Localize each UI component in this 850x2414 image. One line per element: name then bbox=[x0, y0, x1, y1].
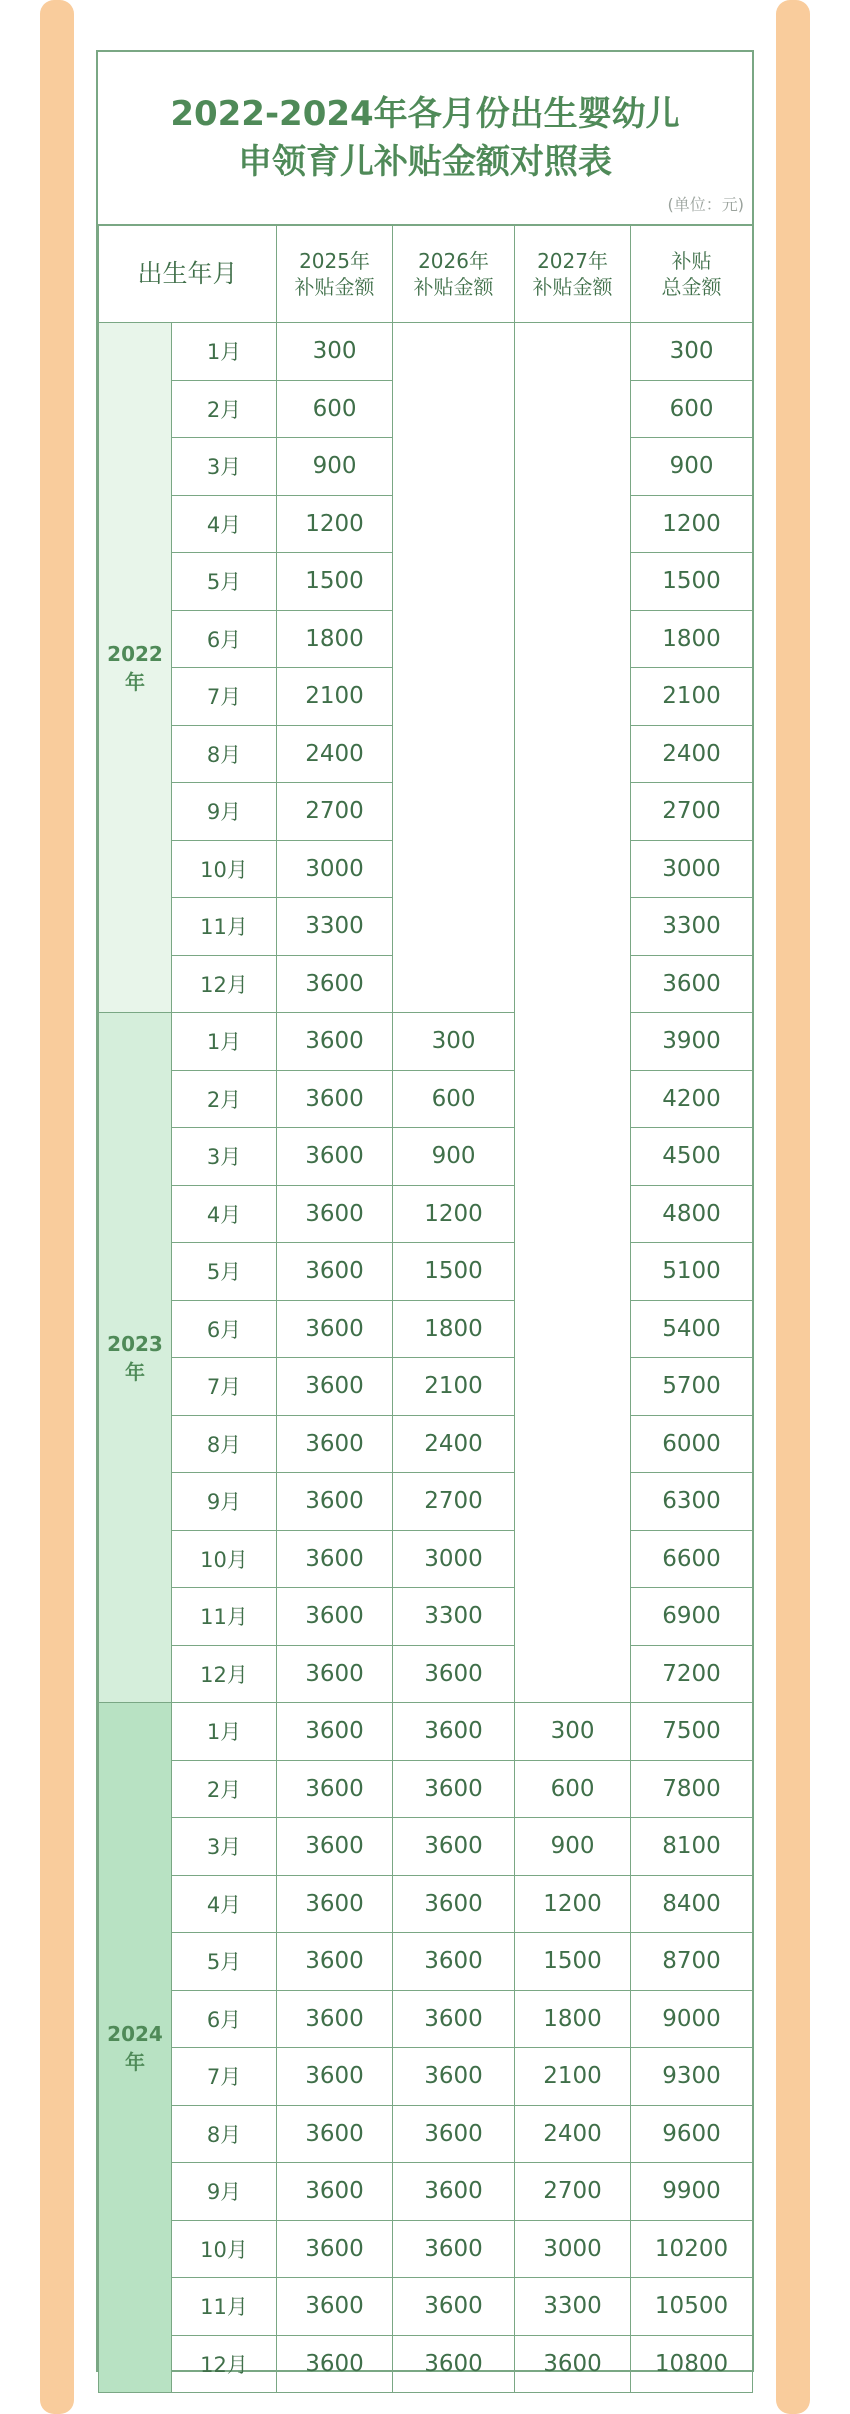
empty-cell bbox=[515, 1300, 631, 1358]
total-cell: 10200 bbox=[631, 2220, 753, 2278]
amount-y2025-cell: 3600 bbox=[277, 1243, 393, 1301]
total-cell: 3000 bbox=[631, 840, 753, 898]
empty-cell bbox=[515, 783, 631, 841]
month-cell: 6月 bbox=[172, 1990, 277, 2048]
table-row bbox=[99, 2048, 753, 2106]
amount-y2026-cell: 3600 bbox=[393, 2220, 515, 2278]
month-cell: 3月 bbox=[172, 1128, 277, 1186]
total-cell: 4800 bbox=[631, 1185, 753, 1243]
header-2027-label: 补贴金额 bbox=[532, 274, 613, 299]
amount-y2027-cell: 600 bbox=[515, 1760, 631, 1818]
amount-y2026-cell: 2100 bbox=[393, 1358, 515, 1416]
table-row bbox=[99, 1358, 753, 1416]
month-cell: 10月 bbox=[172, 2220, 277, 2278]
total-cell: 6900 bbox=[631, 1588, 753, 1646]
month-cell: 12月 bbox=[172, 2335, 277, 2393]
table-row bbox=[99, 1185, 753, 1243]
amount-y2026-cell: 3600 bbox=[393, 1645, 515, 1703]
table-row bbox=[99, 1818, 753, 1876]
total-cell: 6000 bbox=[631, 1415, 753, 1473]
amount-y2027-cell: 2400 bbox=[515, 2105, 631, 2163]
amount-y2026-cell: 3600 bbox=[393, 2163, 515, 2221]
amount-y2026-cell: 2700 bbox=[393, 1473, 515, 1531]
month-cell: 10月 bbox=[172, 840, 277, 898]
table-row bbox=[99, 1243, 753, 1301]
empty-cell bbox=[515, 495, 631, 553]
month-cell: 9月 bbox=[172, 783, 277, 841]
month-cell: 1月 bbox=[172, 1703, 277, 1761]
amount-y2027-cell: 2100 bbox=[515, 2048, 631, 2106]
total-cell: 1200 bbox=[631, 495, 753, 553]
amount-y2025-cell: 3600 bbox=[277, 1415, 393, 1473]
table-row bbox=[99, 1760, 753, 1818]
month-cell: 6月 bbox=[172, 1300, 277, 1358]
amount-y2025-cell: 900 bbox=[277, 438, 393, 496]
empty-cell bbox=[393, 668, 515, 726]
table-row bbox=[99, 1530, 753, 1588]
year-suffix: 年 bbox=[125, 1359, 145, 1384]
month-cell: 11月 bbox=[172, 1588, 277, 1646]
empty-cell bbox=[393, 553, 515, 611]
right-side-bar bbox=[776, 0, 810, 2414]
page-title bbox=[98, 90, 752, 186]
title-line-1: 2022-2024年各月份出生婴幼儿 bbox=[170, 94, 680, 134]
month-cell: 4月 bbox=[172, 1185, 277, 1243]
amount-y2026-cell: 1200 bbox=[393, 1185, 515, 1243]
month-cell: 11月 bbox=[172, 2278, 277, 2336]
total-cell: 3600 bbox=[631, 955, 753, 1013]
table-row bbox=[99, 1645, 753, 1703]
total-cell: 2100 bbox=[631, 668, 753, 726]
empty-cell bbox=[515, 1243, 631, 1301]
amount-y2026-cell: 3600 bbox=[393, 2105, 515, 2163]
amount-y2025-cell: 1200 bbox=[277, 495, 393, 553]
amount-y2025-cell: 3000 bbox=[277, 840, 393, 898]
amount-y2025-cell: 2400 bbox=[277, 725, 393, 783]
amount-y2027-cell: 1200 bbox=[515, 1875, 631, 1933]
table-row bbox=[99, 955, 753, 1013]
empty-cell bbox=[515, 610, 631, 668]
empty-cell bbox=[515, 725, 631, 783]
amount-y2027-cell: 300 bbox=[515, 1703, 631, 1761]
total-cell: 9000 bbox=[631, 1990, 753, 2048]
table-row bbox=[99, 1415, 753, 1473]
amount-y2025-cell: 3600 bbox=[277, 1588, 393, 1646]
amount-y2025-cell: 2100 bbox=[277, 668, 393, 726]
year-label: 2022 bbox=[107, 641, 163, 666]
amount-y2026-cell: 900 bbox=[393, 1128, 515, 1186]
amount-y2025-cell: 3600 bbox=[277, 2105, 393, 2163]
empty-cell bbox=[515, 1530, 631, 1588]
total-cell: 3300 bbox=[631, 898, 753, 956]
month-cell: 7月 bbox=[172, 2048, 277, 2106]
total-cell: 8400 bbox=[631, 1875, 753, 1933]
empty-cell bbox=[515, 553, 631, 611]
table-row bbox=[99, 1473, 753, 1531]
header-total bbox=[631, 225, 753, 323]
amount-y2025-cell: 3600 bbox=[277, 1933, 393, 1991]
total-cell: 8100 bbox=[631, 1818, 753, 1876]
table-row bbox=[99, 553, 753, 611]
table-row bbox=[99, 323, 753, 381]
month-cell: 6月 bbox=[172, 610, 277, 668]
total-cell: 4200 bbox=[631, 1070, 753, 1128]
left-side-bar bbox=[40, 0, 74, 2414]
table-row bbox=[99, 610, 753, 668]
total-cell: 600 bbox=[631, 380, 753, 438]
empty-cell bbox=[515, 1013, 631, 1071]
amount-y2027-cell: 900 bbox=[515, 1818, 631, 1876]
table-row bbox=[99, 495, 753, 553]
amount-y2025-cell: 3600 bbox=[277, 2163, 393, 2221]
table-row bbox=[99, 1703, 753, 1761]
empty-cell bbox=[515, 1070, 631, 1128]
amount-y2025-cell: 3600 bbox=[277, 1070, 393, 1128]
total-cell: 9900 bbox=[631, 2163, 753, 2221]
amount-y2025-cell: 3600 bbox=[277, 1185, 393, 1243]
table-row bbox=[99, 898, 753, 956]
amount-y2026-cell: 3000 bbox=[393, 1530, 515, 1588]
empty-cell bbox=[515, 1415, 631, 1473]
empty-cell bbox=[393, 783, 515, 841]
amount-y2025-cell: 3600 bbox=[277, 1760, 393, 1818]
table-row bbox=[99, 1990, 753, 2048]
table-row bbox=[99, 438, 753, 496]
amount-y2026-cell: 2400 bbox=[393, 1415, 515, 1473]
header-2027 bbox=[515, 225, 631, 323]
table-row bbox=[99, 1128, 753, 1186]
month-cell: 5月 bbox=[172, 1933, 277, 1991]
amount-y2025-cell: 1500 bbox=[277, 553, 393, 611]
table-row bbox=[99, 2278, 753, 2336]
table-row bbox=[99, 668, 753, 726]
month-cell: 5月 bbox=[172, 1243, 277, 1301]
total-cell: 7500 bbox=[631, 1703, 753, 1761]
month-cell: 9月 bbox=[172, 1473, 277, 1531]
year-label: 2024 bbox=[107, 2021, 163, 2046]
month-cell: 11月 bbox=[172, 898, 277, 956]
amount-y2026-cell: 3600 bbox=[393, 1818, 515, 1876]
empty-cell bbox=[393, 840, 515, 898]
empty-cell bbox=[515, 1358, 631, 1416]
total-cell: 3900 bbox=[631, 1013, 753, 1071]
header-2026-year: 2026年 bbox=[418, 248, 489, 273]
amount-y2025-cell: 600 bbox=[277, 380, 393, 438]
year-2024-cell bbox=[99, 1703, 172, 2393]
empty-cell bbox=[515, 438, 631, 496]
total-cell: 900 bbox=[631, 438, 753, 496]
empty-cell bbox=[393, 380, 515, 438]
amount-y2025-cell: 3600 bbox=[277, 1875, 393, 1933]
total-cell: 300 bbox=[631, 323, 753, 381]
empty-cell bbox=[393, 323, 515, 381]
total-cell: 2700 bbox=[631, 783, 753, 841]
subsidy-table bbox=[98, 224, 753, 2393]
amount-y2025-cell: 3600 bbox=[277, 1128, 393, 1186]
year-2023-cell bbox=[99, 1013, 172, 1703]
title-line-2: 申领育儿补贴金额对照表 bbox=[238, 142, 612, 182]
empty-cell bbox=[515, 1128, 631, 1186]
table-row bbox=[99, 1588, 753, 1646]
empty-cell bbox=[515, 955, 631, 1013]
amount-y2025-cell: 3600 bbox=[277, 1473, 393, 1531]
total-cell: 9600 bbox=[631, 2105, 753, 2163]
header-2027-year: 2027年 bbox=[537, 248, 608, 273]
month-cell: 9月 bbox=[172, 2163, 277, 2221]
empty-cell bbox=[515, 1588, 631, 1646]
amount-y2025-cell: 1800 bbox=[277, 610, 393, 668]
table-row bbox=[99, 725, 753, 783]
subsidy-table-card bbox=[96, 50, 754, 2377]
amount-y2025-cell: 2700 bbox=[277, 783, 393, 841]
header-2025 bbox=[277, 225, 393, 323]
year-suffix: 年 bbox=[125, 2049, 145, 2074]
empty-cell bbox=[393, 955, 515, 1013]
table-row bbox=[99, 1875, 753, 1933]
amount-y2026-cell: 3600 bbox=[393, 1933, 515, 1991]
amount-y2025-cell: 3600 bbox=[277, 1703, 393, 1761]
empty-cell bbox=[393, 610, 515, 668]
amount-y2025-cell: 3600 bbox=[277, 2048, 393, 2106]
amount-y2026-cell: 1500 bbox=[393, 1243, 515, 1301]
table-row bbox=[99, 1013, 753, 1071]
month-cell: 8月 bbox=[172, 725, 277, 783]
amount-y2026-cell: 3600 bbox=[393, 2278, 515, 2336]
amount-y2025-cell: 3600 bbox=[277, 1013, 393, 1071]
amount-y2027-cell: 1800 bbox=[515, 1990, 631, 2048]
total-cell: 7800 bbox=[631, 1760, 753, 1818]
amount-y2025-cell: 300 bbox=[277, 323, 393, 381]
amount-y2026-cell: 300 bbox=[393, 1013, 515, 1071]
amount-y2025-cell: 3600 bbox=[277, 1300, 393, 1358]
header-total-line2: 总金额 bbox=[661, 274, 722, 299]
month-cell: 8月 bbox=[172, 2105, 277, 2163]
header-birth-month: 出生年月 bbox=[99, 225, 277, 323]
table-row bbox=[99, 2335, 753, 2393]
total-cell: 5400 bbox=[631, 1300, 753, 1358]
year-label: 2023 bbox=[107, 1331, 163, 1356]
amount-y2025-cell: 3600 bbox=[277, 1358, 393, 1416]
month-cell: 4月 bbox=[172, 495, 277, 553]
amount-y2026-cell: 3600 bbox=[393, 2048, 515, 2106]
header-2025-label: 补贴金额 bbox=[294, 274, 375, 299]
unit-label: (单位：元) bbox=[667, 195, 744, 214]
amount-y2025-cell: 3600 bbox=[277, 1645, 393, 1703]
year-2022-cell bbox=[99, 323, 172, 1013]
amount-y2026-cell: 3600 bbox=[393, 1703, 515, 1761]
amount-y2025-cell: 3600 bbox=[277, 1990, 393, 2048]
empty-cell bbox=[393, 495, 515, 553]
amount-y2027-cell: 3600 bbox=[515, 2335, 631, 2393]
total-cell: 1800 bbox=[631, 610, 753, 668]
total-cell: 6600 bbox=[631, 1530, 753, 1588]
month-cell: 5月 bbox=[172, 553, 277, 611]
total-cell: 2400 bbox=[631, 725, 753, 783]
month-cell: 10月 bbox=[172, 1530, 277, 1588]
empty-cell bbox=[515, 380, 631, 438]
month-cell: 2月 bbox=[172, 1070, 277, 1128]
amount-y2026-cell: 3600 bbox=[393, 1875, 515, 1933]
amount-y2025-cell: 3600 bbox=[277, 2220, 393, 2278]
year-suffix: 年 bbox=[125, 669, 145, 694]
table-row bbox=[99, 1933, 753, 1991]
total-cell: 1500 bbox=[631, 553, 753, 611]
table-row bbox=[99, 840, 753, 898]
total-cell: 10500 bbox=[631, 2278, 753, 2336]
amount-y2025-cell: 3600 bbox=[277, 1818, 393, 1876]
month-cell: 3月 bbox=[172, 438, 277, 496]
amount-y2027-cell: 2700 bbox=[515, 2163, 631, 2221]
table-row bbox=[99, 2163, 753, 2221]
empty-cell bbox=[515, 1645, 631, 1703]
empty-cell bbox=[515, 1185, 631, 1243]
header-total-line1: 补贴 bbox=[671, 248, 712, 273]
total-cell: 7200 bbox=[631, 1645, 753, 1703]
month-cell: 2月 bbox=[172, 1760, 277, 1818]
month-cell: 8月 bbox=[172, 1415, 277, 1473]
amount-y2026-cell: 3600 bbox=[393, 1990, 515, 2048]
amount-y2025-cell: 3600 bbox=[277, 2278, 393, 2336]
empty-cell bbox=[515, 668, 631, 726]
table-row bbox=[99, 2105, 753, 2163]
amount-y2025-cell: 3600 bbox=[277, 2335, 393, 2393]
empty-cell bbox=[393, 725, 515, 783]
total-cell: 5100 bbox=[631, 1243, 753, 1301]
empty-cell bbox=[393, 438, 515, 496]
empty-cell bbox=[515, 840, 631, 898]
amount-y2027-cell: 3300 bbox=[515, 2278, 631, 2336]
header-2026-label: 补贴金额 bbox=[413, 274, 494, 299]
total-cell: 4500 bbox=[631, 1128, 753, 1186]
amount-y2026-cell: 600 bbox=[393, 1070, 515, 1128]
empty-cell bbox=[393, 898, 515, 956]
month-cell: 3月 bbox=[172, 1818, 277, 1876]
empty-cell bbox=[515, 323, 631, 381]
amount-y2025-cell: 3600 bbox=[277, 955, 393, 1013]
month-cell: 1月 bbox=[172, 1013, 277, 1071]
month-cell: 7月 bbox=[172, 668, 277, 726]
table-row bbox=[99, 1070, 753, 1128]
amount-y2026-cell: 3600 bbox=[393, 2335, 515, 2393]
amount-y2026-cell: 1800 bbox=[393, 1300, 515, 1358]
amount-y2027-cell: 1500 bbox=[515, 1933, 631, 1991]
title-area bbox=[98, 52, 752, 226]
total-cell: 8700 bbox=[631, 1933, 753, 1991]
total-cell: 10800 bbox=[631, 2335, 753, 2393]
table-row bbox=[99, 783, 753, 841]
table-row bbox=[99, 1300, 753, 1358]
header-2026 bbox=[393, 225, 515, 323]
table-body bbox=[99, 323, 753, 2393]
month-cell: 1月 bbox=[172, 323, 277, 381]
amount-y2025-cell: 3300 bbox=[277, 898, 393, 956]
amount-y2026-cell: 3300 bbox=[393, 1588, 515, 1646]
amount-y2025-cell: 3600 bbox=[277, 1530, 393, 1588]
header-2025-year: 2025年 bbox=[299, 248, 370, 273]
empty-cell bbox=[515, 1473, 631, 1531]
amount-y2027-cell: 3000 bbox=[515, 2220, 631, 2278]
month-cell: 7月 bbox=[172, 1358, 277, 1416]
month-cell: 12月 bbox=[172, 955, 277, 1013]
total-cell: 9300 bbox=[631, 2048, 753, 2106]
total-cell: 5700 bbox=[631, 1358, 753, 1416]
table-row bbox=[99, 380, 753, 438]
total-cell: 6300 bbox=[631, 1473, 753, 1531]
empty-cell bbox=[515, 898, 631, 956]
table-row bbox=[99, 2220, 753, 2278]
month-cell: 4月 bbox=[172, 1875, 277, 1933]
table-header-row bbox=[99, 225, 753, 323]
month-cell: 12月 bbox=[172, 1645, 277, 1703]
month-cell: 2月 bbox=[172, 380, 277, 438]
amount-y2026-cell: 3600 bbox=[393, 1760, 515, 1818]
